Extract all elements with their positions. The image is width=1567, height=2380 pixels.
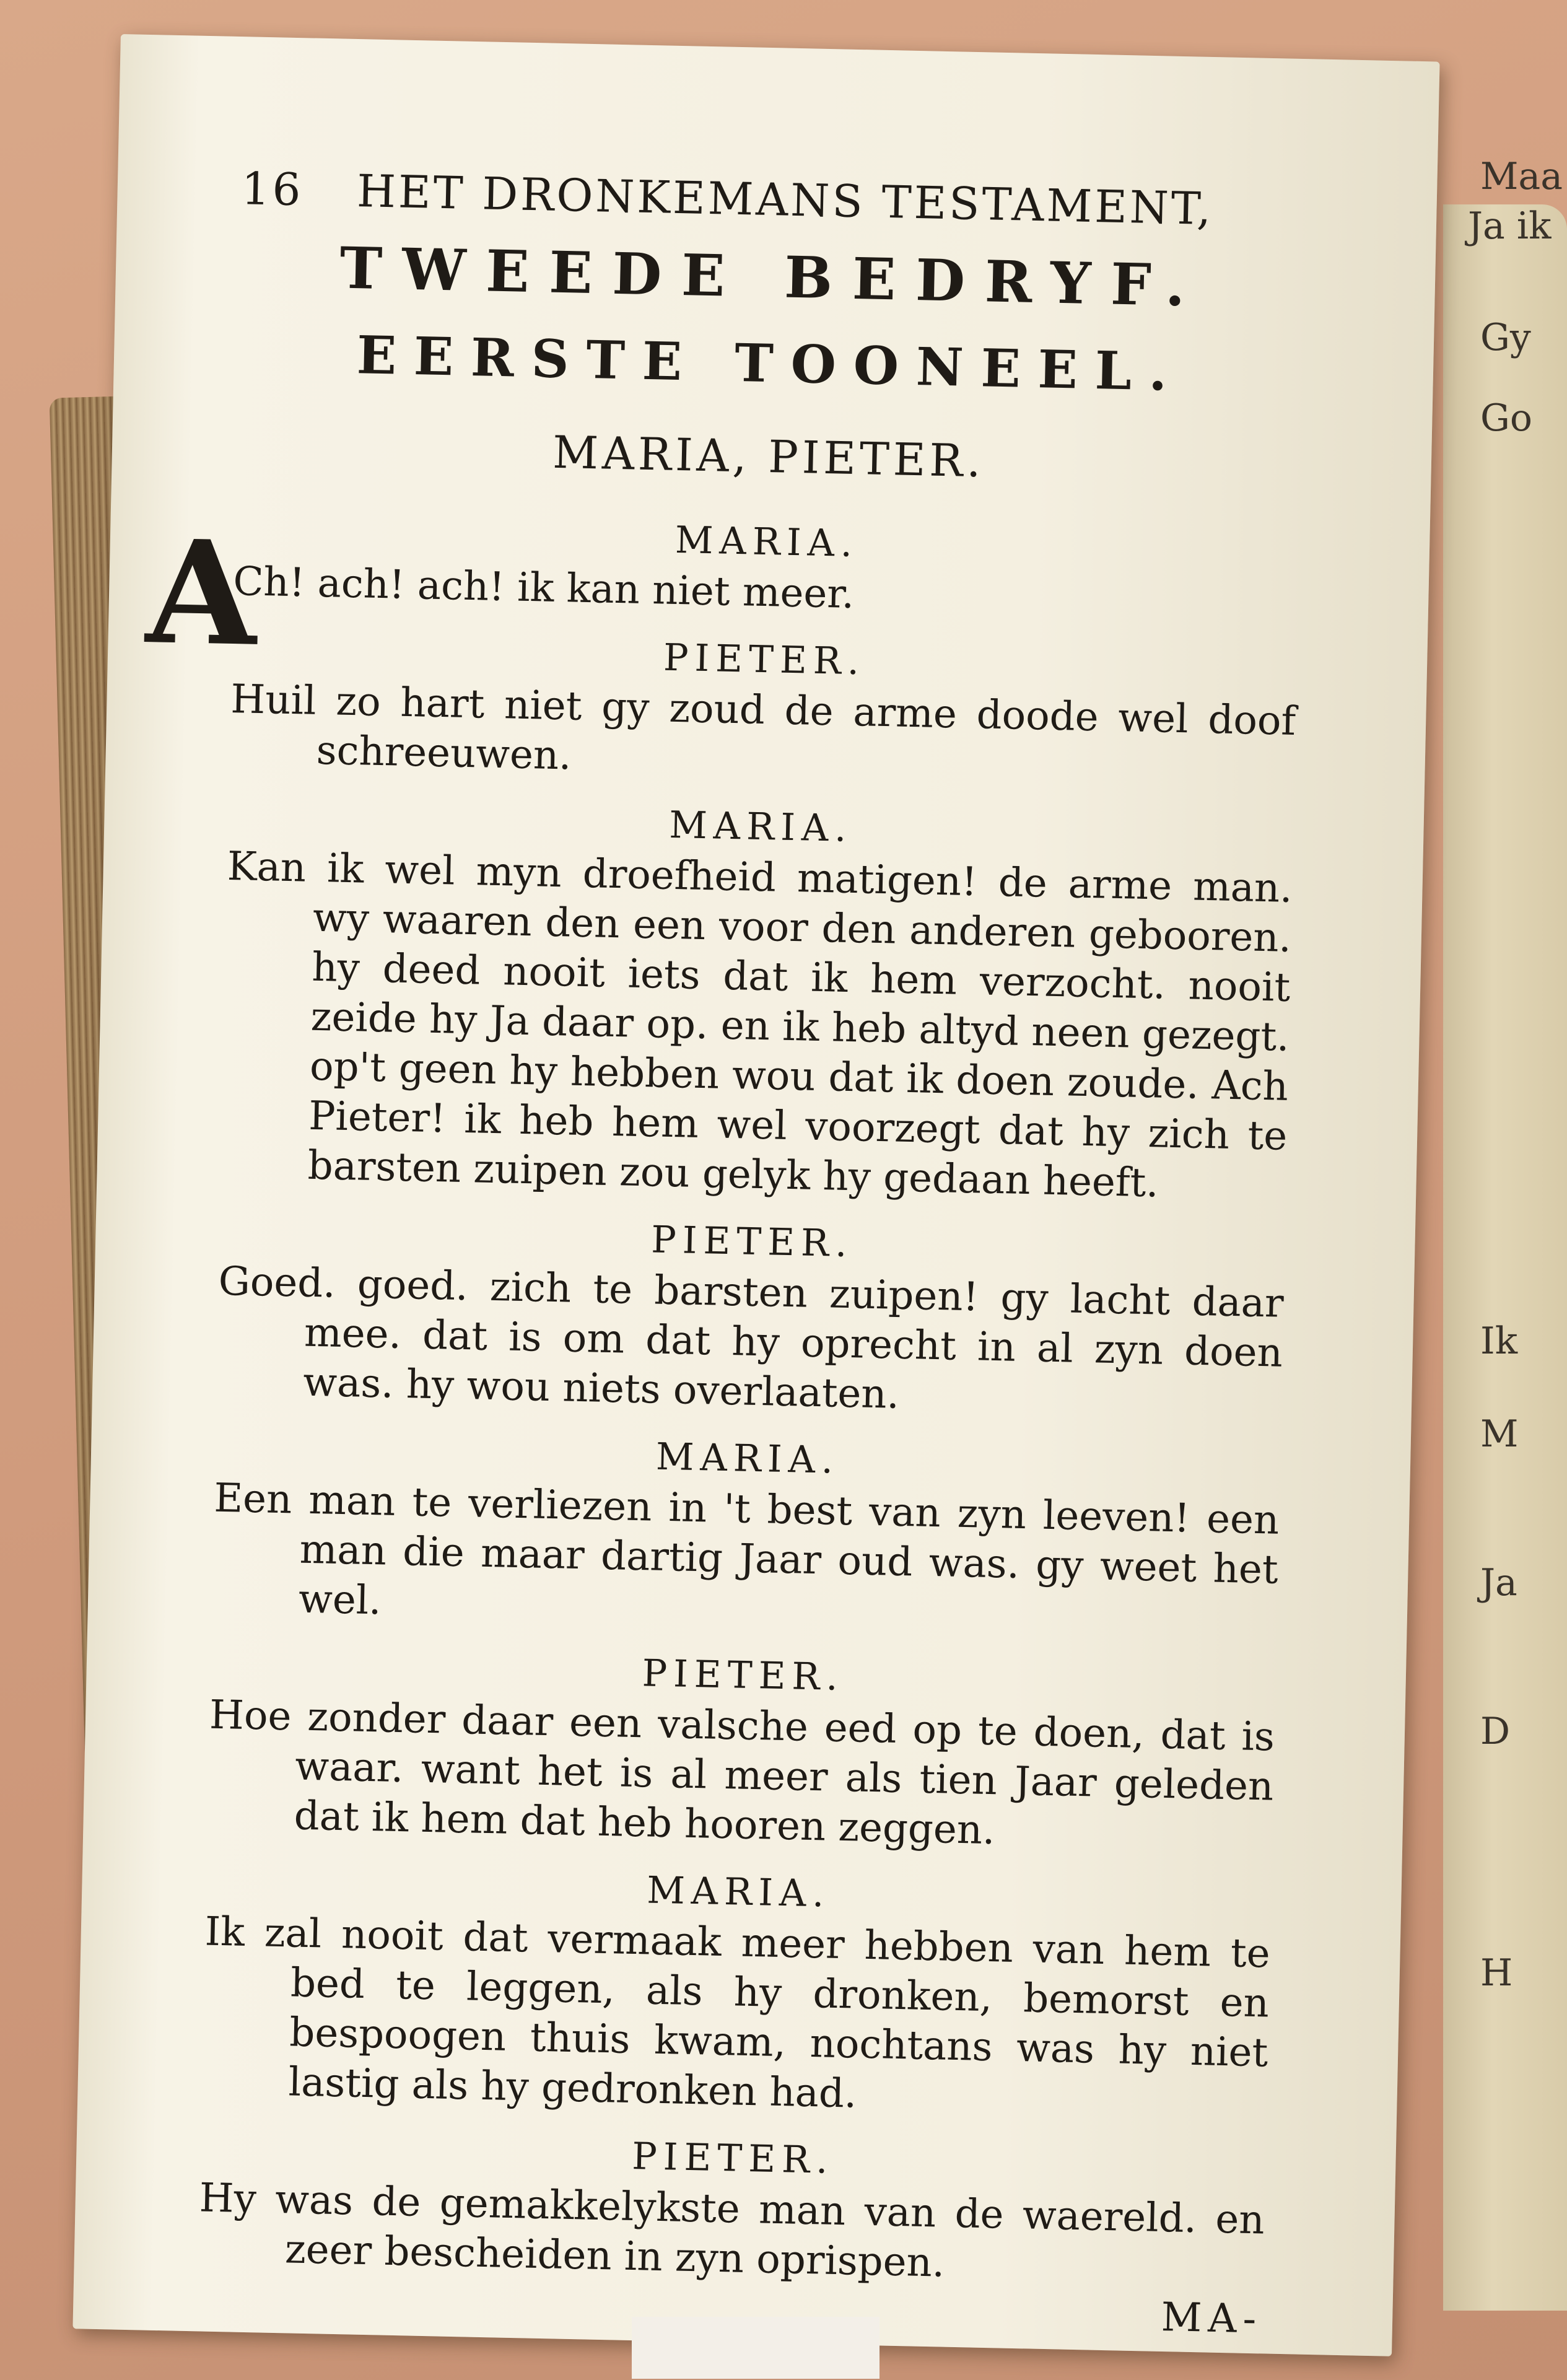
speaker-name: MARIA. [646,1868,831,1916]
speech-text: Een man te verliezen in 't best van zyn leeven! een man die maar dartig Jaar oud was. gy weet het wel. [213,1475,1280,1624]
speech-text: Ik zal nooit dat vermaak meer hebben van hem te bed te leggen, als hy dronken, bemorst en bespoogen thuis kwam, nochtans was hy niet lastig als hy gedronken had. [204,1909,1271,2117]
facing-fragment: M [1480,1412,1519,1456]
book-page [72,34,1439,2356]
cast-list: MARIA, PIETER. [552,426,985,488]
speech-text: Hy was de gemakkelykste man van de waereld. en zeer bescheiden in zyn oprispen. [199,2175,1265,2286]
facing-fragment: Ik [1480,1319,1518,1363]
dialogue [144,505,1299,2295]
speech-text: Goed. goed. zich te barsten zuipen! gy lacht daar mee. dat is om dat hy oprecht in al zyn doen was. hy wou niets overlaaten. [218,1258,1285,1418]
facing-fragment: Ja ik [1468,204,1552,248]
drop-cap: A [144,509,259,678]
act-heading: TWEEDE BEDRYF. [339,234,1206,320]
speaker-name: MARIA. [668,803,853,851]
facing-fragment: Gy [1480,316,1531,359]
speaker-name: PIETER. [631,2135,835,2182]
speech-text: Kan ik wel myn droefheid matigen! de arme man. wy waaren den een voor den anderen gebooren. hy deed nooit iets dat ik hem verzocht. nooit zeide hy Ja daar op. en ik heb altyd neen gezegt. op't geen hy hebben wou dat ik doen zoude. Ach Pieter! ik heb hem wel voorzegt dat hy zich te barsten zuipen zou gelyk hy gedaan heeft. [227,843,1293,1207]
speaker-name: PIETER. [650,1218,854,1266]
speaker-name: PIETER. [642,1652,845,1700]
catchword: MA- [1161,2294,1263,2343]
page-content [144,154,1307,2344]
facing-fragment: Maa [1480,155,1563,198]
facing-fragment: Ja [1480,1561,1517,1604]
speaker-name: MARIA. [674,518,859,566]
facing-fragment: D [1480,1710,1511,1753]
bookmark-strip [632,2317,880,2379]
speaker-name: MARIA. [655,1435,840,1482]
facing-fragment: H [1480,1951,1513,1995]
facing-page [1443,155,1567,2311]
scene-heading: EERSTE TOONEEL. [356,324,1185,403]
speaker-name: PIETER. [663,636,866,684]
facing-fragment: Go [1480,396,1533,440]
speech-text: Huil zo hart niet gy zoud de arme doode wel doof schreeuwen. [230,676,1296,779]
running-title: HET DRONKEMANS TESTAMENT, [356,165,1214,235]
page-number: 16 [240,162,304,216]
speech-text: Hoe zonder daar een valsche eed op te doen, dat is waar. want het is al meer als tien Jaar geleden dat ik hem dat heb hooren zeggen. [209,1692,1275,1854]
speech-body: Ch! ach! ach! ik kan niet meer. [232,559,855,618]
